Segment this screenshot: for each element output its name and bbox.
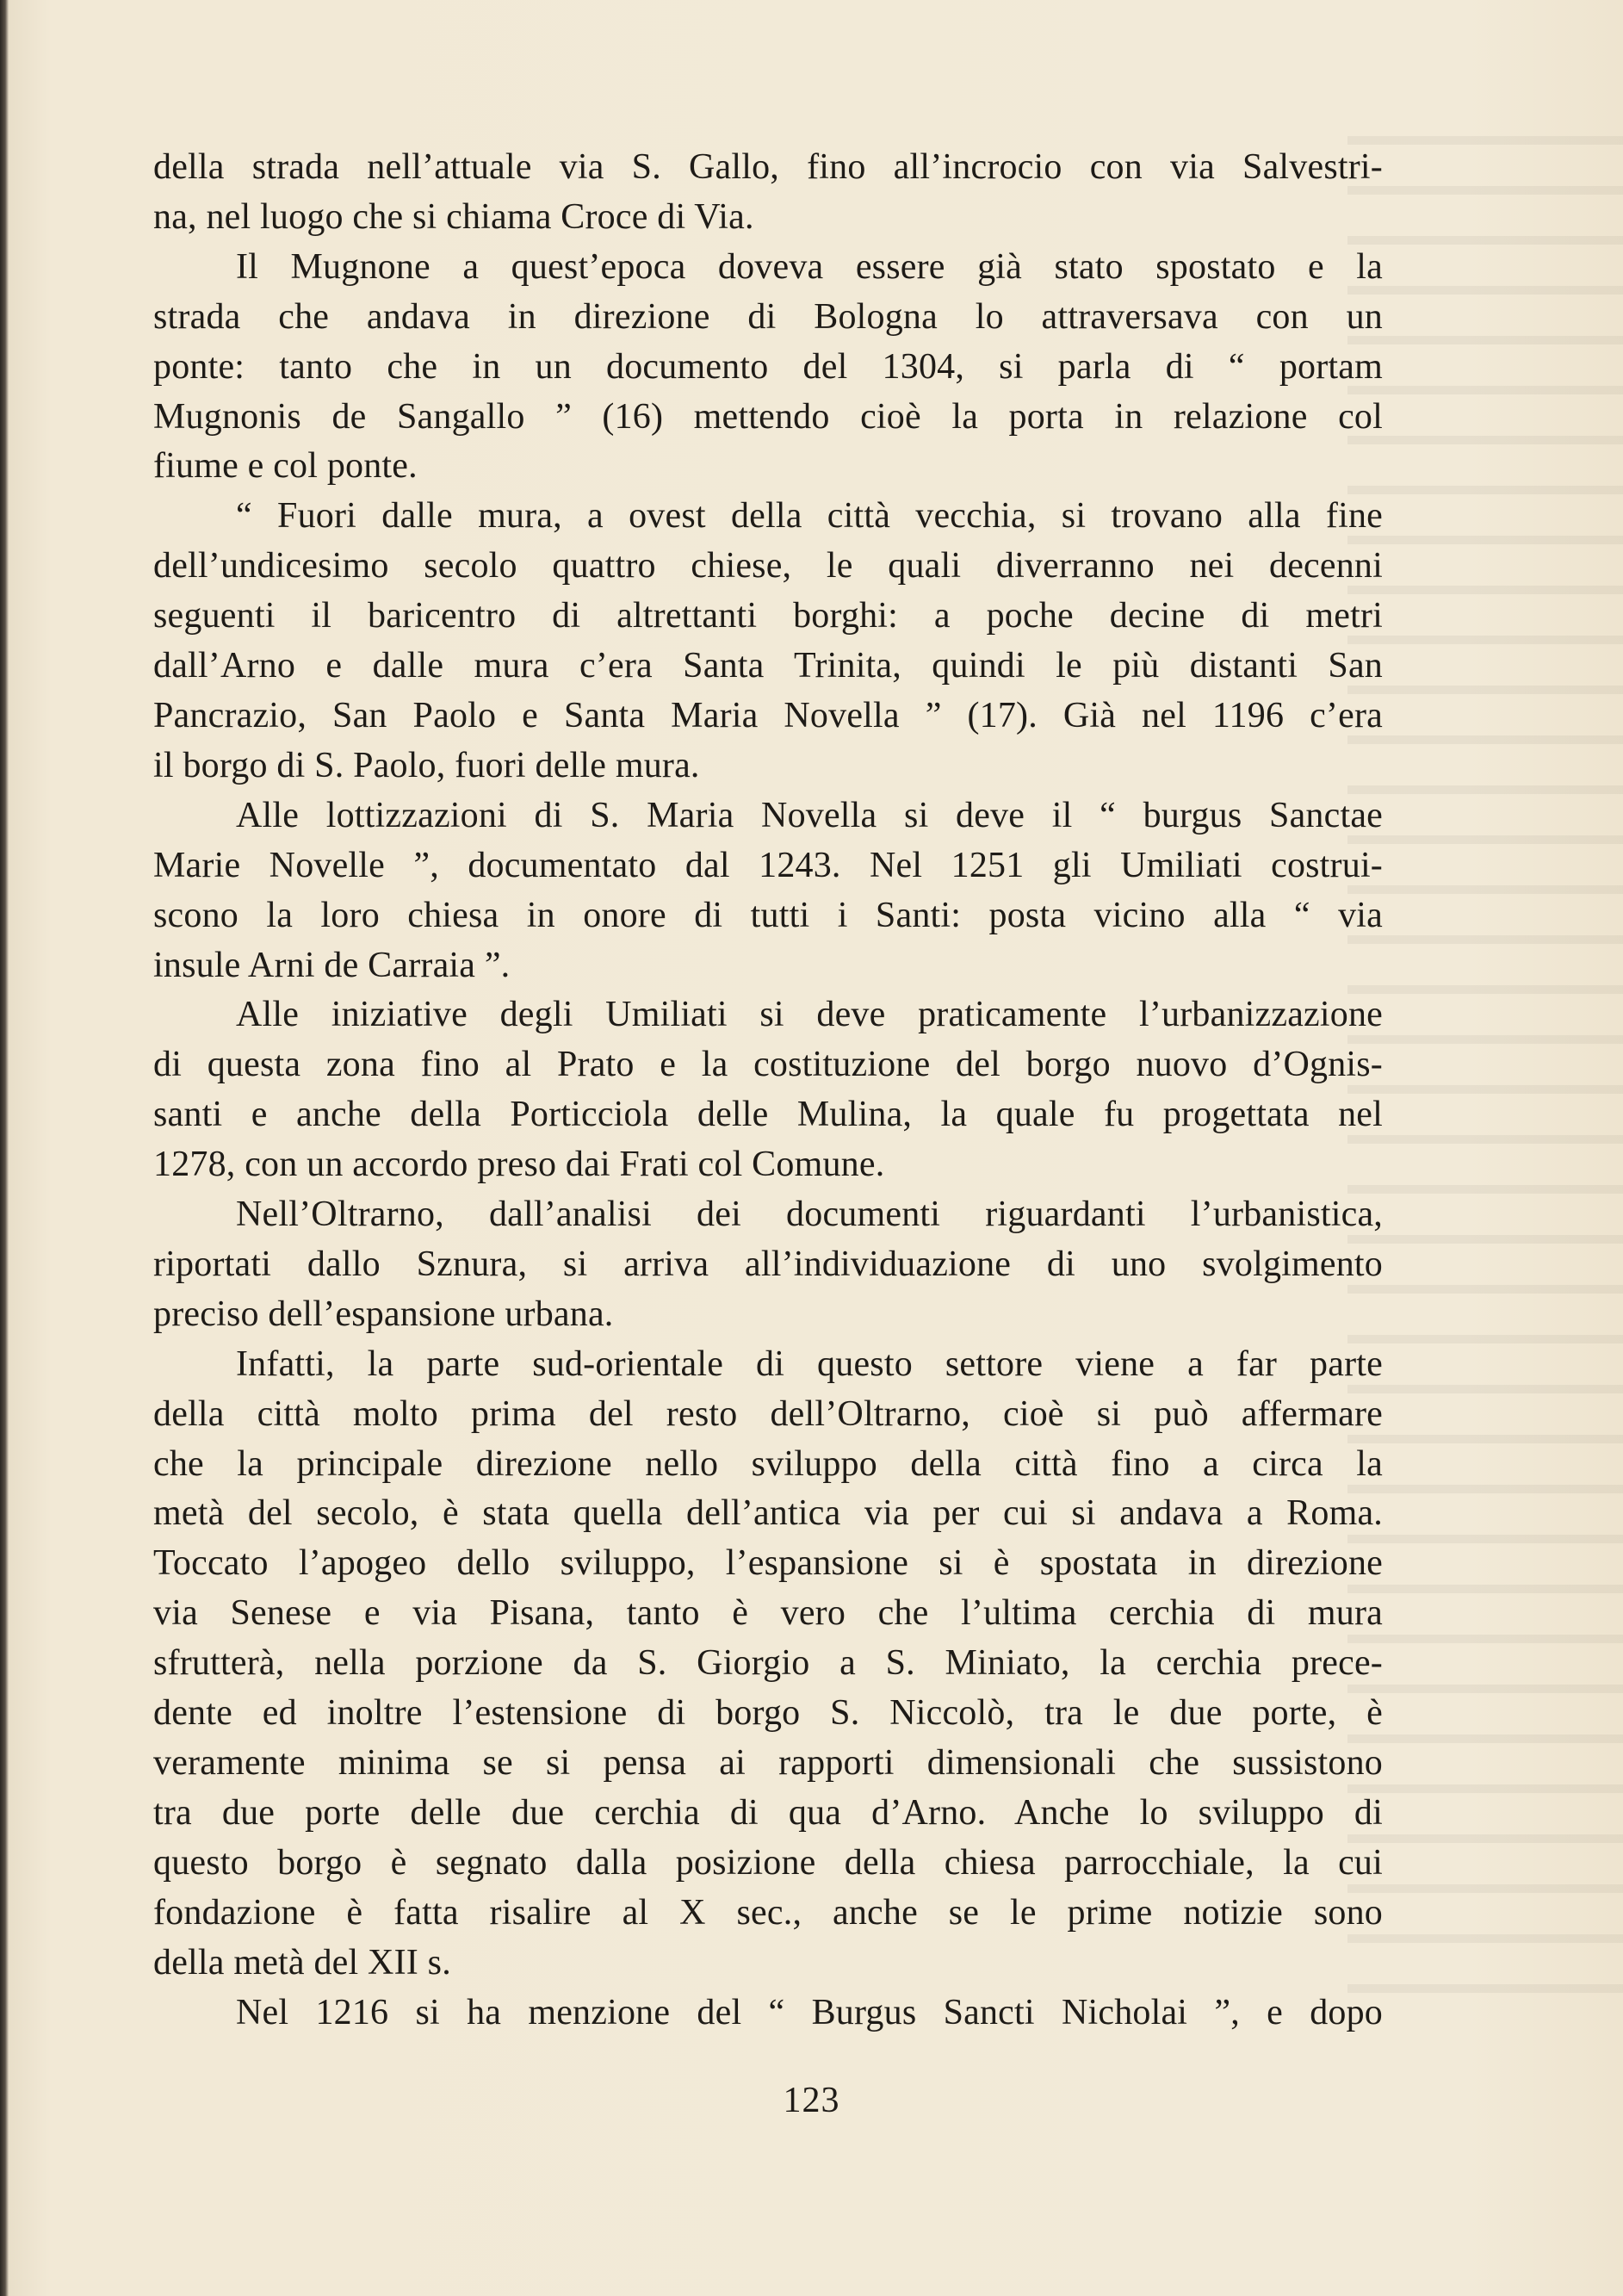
text-line: Il Mugnone a quest’epoca doveva essere già stato spostato e la bbox=[236, 246, 1383, 287]
text-line: Nel 1216 si ha menzione del “ Burgus Sancti Nicholai ”, e dopo bbox=[236, 1992, 1383, 2032]
text-line: insule Arni de Carraia ”. bbox=[153, 945, 511, 985]
text-line: seguenti il baricentro di altrettanti borghi: a poche decine di metri bbox=[153, 596, 1383, 636]
text-line: Alle lottizzazioni di S. Maria Novella si deve il “ burgus Sanctae bbox=[236, 795, 1383, 835]
text-line: preciso dell’espansione urbana. bbox=[153, 1294, 614, 1334]
text-line: tra due porte delle due cerchia di qua d’Arno. Anche lo sviluppo di bbox=[153, 1792, 1383, 1833]
page-binding-edge bbox=[0, 0, 9, 2296]
text-line: della strada nell’attuale via S. Gallo, fino all’incrocio con via Salvestri- bbox=[153, 147, 1383, 187]
text-line: dente ed inoltre l’estensione di borgo S. Niccolò, tra le due porte, è bbox=[153, 1693, 1383, 1734]
text-line: Nell’Oltrarno, dall’analisi dei documenti riguardanti l’urbanistica, bbox=[236, 1195, 1383, 1235]
text-line: fiume e col ponte. bbox=[153, 446, 418, 487]
text-line: metà del secolo, è stata quella dell’antica via per cui si andava a Roma. bbox=[153, 1493, 1383, 1534]
text-line: che la principale direzione nello sviluppo della città fino a circa la bbox=[153, 1443, 1383, 1484]
text-line: dell’undicesimo secolo quattro chiese, le quali diverranno nei decenni bbox=[153, 546, 1383, 586]
text-line: scono la loro chiesa in onore di tutti i Santi: posta vicino alla “ via bbox=[153, 895, 1383, 935]
text-line: di questa zona fino al Prato e la costituzione del borgo nuovo d’Ognis- bbox=[153, 1045, 1383, 1085]
text-line: Toccato l’apogeo dello sviluppo, l’espansione si è spostata in direzione bbox=[153, 1543, 1383, 1584]
text-line: Marie Novelle ”, documentato dal 1243. Nel 1251 gli Umiliati costrui- bbox=[153, 845, 1383, 885]
text-line: santi e anche della Porticciola delle Mulina, la quale fu progettata nel bbox=[153, 1095, 1383, 1135]
text-line: na, nel luogo che si chiama Croce di Via. bbox=[153, 196, 754, 237]
text-line: ponte: tanto che in un documento del 1304, si parla di “ portam bbox=[153, 346, 1383, 387]
text-line: fondazione è fatta risalire al X sec., anche se le prime notizie sono bbox=[153, 1892, 1383, 1933]
text-line: via Senese e via Pisana, tanto è vero che l’ultima cerchia di mura bbox=[153, 1593, 1383, 1634]
text-line: “ Fuori dalle mura, a ovest della città vecchia, si trovano alla fine bbox=[236, 496, 1383, 537]
text-line: dall’Arno e dalle mura c’era Santa Trinita, quindi le più distanti San bbox=[153, 646, 1383, 686]
page-number: 123 bbox=[783, 2081, 840, 2120]
text-line: Mugnonis de Sangallo ” (16) mettendo cioè la porta in relazione col bbox=[153, 396, 1383, 437]
text-line: Alle iniziative degli Umiliati si deve praticamente l’urbanizzazione bbox=[236, 995, 1383, 1035]
text-line: il borgo di S. Paolo, fuori delle mura. bbox=[153, 745, 700, 785]
show-through-shadow bbox=[1347, 103, 1623, 1998]
text-line: Infatti, la parte sud-orientale di questo settore viene a far parte bbox=[236, 1343, 1383, 1384]
text-line: questo borgo è segnato dalla posizione della chiesa parrocchiale, la cui bbox=[153, 1842, 1383, 1883]
text-line: riportati dallo Sznura, si arriva all’individuazione di uno svolgimento bbox=[153, 1244, 1383, 1284]
text-line: Pancrazio, San Paolo e Santa Maria Novella ” (17). Già nel 1196 c’era bbox=[153, 695, 1383, 735]
text-line: veramente minima se si pensa ai rapporti dimensionali che sussistono bbox=[153, 1743, 1383, 1783]
text-line: strada che andava in direzione di Bologna lo attraversava con un bbox=[153, 296, 1383, 337]
text-line: della metà del XII s. bbox=[153, 1942, 451, 1983]
text-line: sfrutterà, nella porzione da S. Giorgio a S. Miniato, la cerchia prece- bbox=[153, 1643, 1383, 1684]
text-line: della città molto prima del resto dell’Oltrarno, cioè si può affermare bbox=[153, 1393, 1383, 1434]
body-text bbox=[153, 143, 1383, 2038]
text-line: 1278, con un accordo preso dai Frati col Comune. bbox=[153, 1145, 885, 1185]
